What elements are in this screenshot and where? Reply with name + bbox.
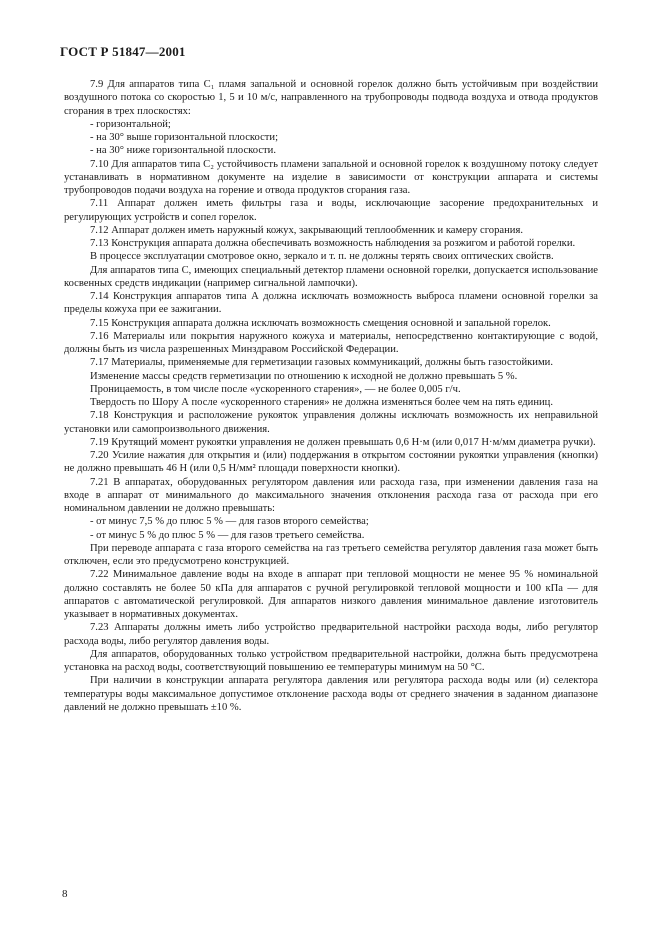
paragraph: 7.16 Материалы или покрытия наружного кожуха и материалы, непосредственно контактирующие с водой, должны быть из числа разрешенных Минздравом Российской Федерации. bbox=[64, 330, 598, 355]
paragraph: 7.23 Аппараты должны иметь либо устройство предварительной настройки расхода воды, либо регулятор расхода воды, либо регулятор давления воды. bbox=[64, 622, 598, 647]
paragraph: 7.13 Конструкция аппарата должна обеспечивать возможность наблюдения за розжигом и работой горелки. bbox=[90, 238, 576, 249]
paragraph: 7.17 Материалы, применяемые для герметизации газовых коммуникаций, должны быть газостойкими. bbox=[90, 357, 553, 369]
paragraph: 7.9 Для аппаратов типа C₁ пламя запальной и основной горелок должно быть устойчивым при воздействии воздушного потока со скоростью 1, 5 и 10 м/с, направленного на трубопроводы подвода воздуха и отвода продуктов сгорания в трех плоскостях: bbox=[64, 79, 598, 117]
list-item: - на 30° выше горизонтальной плоскости; bbox=[90, 132, 279, 143]
paragraph: 7.19 Крутящий момент рукоятки управления не должен превышать 0,6 Н·м (или 0,017 Н·м/мм диаметра ручки). bbox=[90, 436, 596, 448]
paragraph: Для аппаратов, оборудованных только устройством предварительной настройки, должна быть предусмотрена установка на расход воды, соответствующий повышению ее температуры минимум на 50 °С. bbox=[64, 648, 598, 673]
paragraph: 7.12 Аппарат должен иметь наружный кожух, закрывающий теплообменник и камеру сгорания. bbox=[90, 224, 523, 236]
document-header: ГОСТ Р 51847—2001 bbox=[60, 44, 186, 59]
paragraph: Для аппаратов типа С, имеющих специальный детектор пламени основной горелки, допускается использование косвенных средств индикации (например сигнальной лампочки). bbox=[64, 264, 598, 289]
paragraph: 7.15 Конструкция аппарата должна исключать возможность смещения основной и запальной горелок. bbox=[90, 317, 551, 329]
list-item: - горизонтальной; bbox=[90, 118, 171, 130]
paragraph: 7.14 Конструкция аппаратов типа А должна исключать возможность выброса пламени основной горелки за пределы кожуха при ее зажигании. bbox=[64, 291, 598, 316]
page-number: 8 bbox=[62, 888, 68, 900]
list-item: - от минус 5 % до плюс 5 % — для газов третьего семейства. bbox=[90, 529, 365, 541]
document-body bbox=[64, 78, 598, 714]
list-item: - от минус 7,5 % до плюс 5 % — для газов второго семейства; bbox=[90, 516, 369, 528]
paragraph: Изменение массы средств герметизации по отношению к исходной не должно превышать 5 %. bbox=[90, 370, 518, 382]
paragraph: 7.10 Для аппаратов типа C₂ устойчивость пламени запальной и основной горелок к воздушному потоку следует устанавливать в нормативном документе на изделие в зависимости от конструкции аппарата и системы трубопроводов подачи воздуха на горение и отвода продуктов сгорания газа. bbox=[64, 158, 598, 196]
paragraph: 7.22 Минимальное давление воды на входе в аппарат при тепловой мощности не менее 95 % номинальной должно составлять не более 50 кПа для аппаратов с ручной регулировкой тепловой мощности и 100 кПа — для аппаратов с автоматической регулировкой. Для аппаратов низкого давления минимальное давление изготовитель указывает в нормативных документах. bbox=[64, 569, 598, 620]
paragraph: 7.18 Конструкция и расположение рукояток управления должны исключать возможность их неправильной установки или самопроизвольного движения. bbox=[64, 410, 598, 435]
paragraph: При наличии в конструкции аппарата регулятора давления или регулятора расхода воды или (и) селектора температуры воды максимальное допустимое отклонение расхода воды от среднего значения в заданном диапазоне давлений не должно превышать ±10 %. bbox=[64, 675, 598, 713]
paragraph: 7.21 В аппаратах, оборудованных регулятором давления или расхода газа, при изменении давления газа на входе в аппарат от минимального до максимального значения отклонения расхода газа от расхода при его номинальном давлении не должно превышать: bbox=[64, 476, 598, 514]
paragraph: В процессе эксплуатации смотровое окно, зеркало и т. п. не должны терять своих оптических свойств. bbox=[90, 251, 554, 263]
paragraph: Твердость по Шору А после «ускоренного старения» не должна изменяться более чем на пять единиц. bbox=[90, 397, 553, 408]
paragraph: 7.20 Усилие нажатия для открытия и (или) поддержания в открытом состоянии рукоятки управления (кнопки) не должно превышать 46 Н (или 0,5 Н/мм² площади поверхности кнопки). bbox=[64, 450, 598, 475]
paragraph: Проницаемость, в том числе после «ускоренного старения», — не более 0,005 г/ч. bbox=[90, 383, 461, 395]
paragraph: При переводе аппарата с газа второго семейства на газ третьего семейства регулятор давления газа может быть отключен, если это предусмотрено конструкцией. bbox=[64, 542, 598, 567]
paragraph: 7.11 Аппарат должен иметь фильтры газа и воды, исключающие засорение предохранительных и регулирующих устройств и сопел горелок. bbox=[64, 198, 598, 223]
list-item: - на 30° ниже горизонтальной плоскости. bbox=[90, 145, 276, 157]
